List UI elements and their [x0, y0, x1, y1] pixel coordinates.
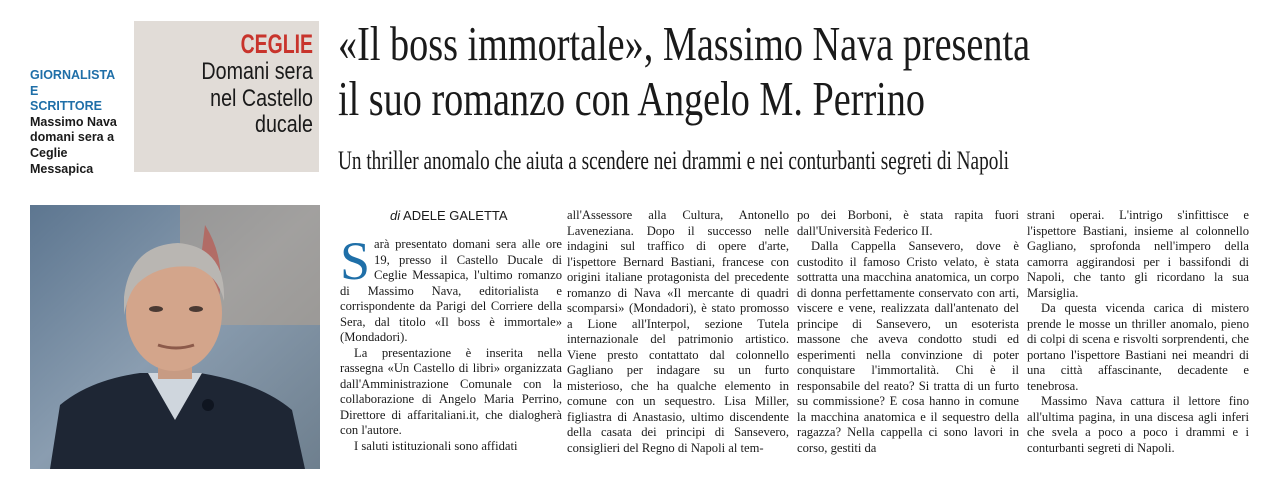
- location-subtitle-1: Domani sera: [201, 58, 313, 85]
- portrait-photo-icon: [30, 205, 320, 469]
- article-paragraph: strani operai. L'intrigo s'infittisce e l'ispettore Bastiani, insieme al colonnello Gagliano, sprofonda nell'impero della camorra aggirandosi per i bassifondi di Napoli, che tanto gli ricordano la sua Marsiglia.: [1027, 208, 1249, 300]
- portrait-photo: [30, 205, 320, 469]
- article-paragraph: La presentazione è inserita nella rassegna «Un Castello di libri» organizzata dall'Amministrazione Comunale con la collaborazione di Angelo Maria Perrino, Direttore di affaritaliani.it, che dialogherà con l'autore.: [340, 345, 562, 437]
- headline-line-1: «Il boss immortale», Massimo Nava presenta: [338, 16, 1031, 71]
- location-subtitle-2: nel Castello: [210, 84, 313, 112]
- article-paragraph: Dalla Cappella Sansevero, dove è custodito il famoso Cristo velato, è stata sottratta una macchina anatomica, un corpo di donna perfettamente conservato con arti, viscere e vene, realizzata dall'antenato del principe di Sansevero, un esoterista massone che aveva condotto studi ed esperimenti nella convinzione di poter conquistare l'immortalità. Chi è il responsabile del reato? Si tratta di un furto su commissione? E cosa hanno in comune la macchina anatomica e il sequestro della ragazza? Nella cappella ci sono lavori in corso, gestiti da: [797, 239, 1019, 455]
- article-column-4: [1027, 208, 1249, 456]
- location-name: CEGLIE: [240, 29, 313, 59]
- article-column-2: [567, 208, 789, 456]
- location-box: [134, 21, 319, 172]
- article-paragraph: [340, 231, 562, 346]
- byline-author: ADELE GALETTA: [403, 208, 508, 223]
- sidebar-label-2: E: [30, 83, 39, 98]
- byline-prefix: di: [390, 208, 401, 223]
- headline-line-2: il suo romanzo con Angelo M. Perrino: [338, 71, 926, 126]
- article-paragraph: all'Assessore alla Cultura, Antonello Laveneziana. Dopo il successo nelle indagini sul traffico di opere d'arte, l'ispettore Bernard Bastiani, francese con origini italiane protagonista del precedente romanzo di Nava «Il mercante di quadri scomparsi» (Mondadori), è stato promosso a Lione all'Interpol, sezione Tutela internazionale del patrimonio artistico. Viene presto contattato dal colonnello Gagliano per indagare su un furto misterioso, che ha qualche elemento in comune con un sequestro. Lisa Miller, figliastra di Anastasio, ultimo discendente della casata dei principi di Sansevero, consiglieri del Regno di Napoli al tem-: [567, 208, 789, 455]
- headline: [338, 16, 1235, 126]
- sidebar-label-3: SCRITTORE: [30, 99, 102, 114]
- article-paragraph: po dei Borboni, è stata rapita fuori dall'Università Federico II.: [797, 208, 1019, 238]
- sidebar-caption: [30, 68, 130, 177]
- subheadline: Un thriller anomalo che aiuta a scendere nei drammi e nei conturbanti segreti di Napoli: [338, 146, 1010, 175]
- byline: [390, 208, 508, 223]
- sidebar-label-1: GIORNALISTA: [30, 68, 116, 82]
- drop-cap: S: [340, 231, 371, 291]
- article-paragraph: I saluti istituzionali sono affidati: [354, 438, 518, 453]
- sidebar-caption-text: Massimo Nava domani sera a Ceglie Messapica: [30, 114, 117, 176]
- article-paragraph: Da questa vicenda carica di mistero prende le mosse un thriller anomalo, pieno di colpi di scena e risvolti sorprendenti, che portano l'ispettore Bastiani nei meandri di una città affascinante, decadente e tenebrosa.: [1027, 301, 1249, 393]
- article-paragraph-text: arà presentato domani sera alle ore 19, presso il Castello Ducale di Ceglie Messapica, l'ultimo romanzo di Massimo Nava, editorialista e corrispondente da Parigi del Corriere della Sera, dal titolo «Il boss è immortale» (Mondadori).: [340, 237, 562, 344]
- article-column-1: [340, 231, 562, 454]
- article-column-3: [797, 208, 1019, 456]
- article-paragraph: Massimo Nava cattura il lettore fino all'ultima pagina, in una discesa agli inferi che svela a poco a poco i drammi e i conturbanti segreti di Napoli.: [1027, 394, 1249, 455]
- location-subtitle-3: ducale: [254, 111, 313, 138]
